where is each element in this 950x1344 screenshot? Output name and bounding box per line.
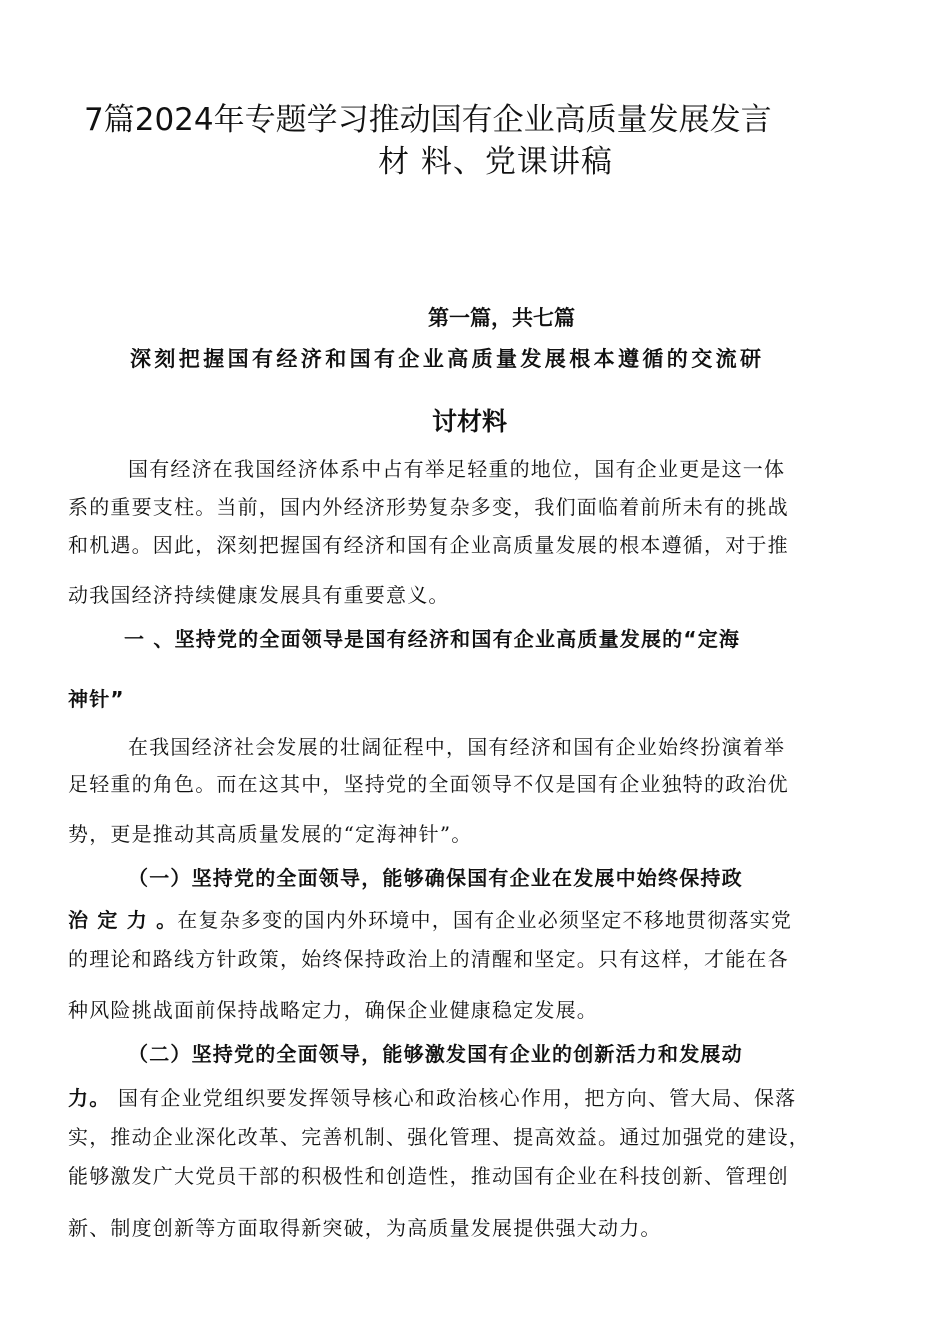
- point-body-line: 新、制度创新等方面取得新突破，为高质量发展提供强大动力。: [68, 1216, 662, 1240]
- point-heading-line: （一）坚持党的全面领导，能够确保国有企业在发展中始终保持政: [128, 866, 743, 890]
- section-body-line: 势，更是推动其高质量发展的“定海神针”。: [68, 822, 473, 846]
- section-body-line: 在我国经济社会发展的壮阔征程中，国有经济和国有企业始终扮演着举: [128, 735, 786, 759]
- intro-line: 系的重要支柱。当前，国内外经济形势复杂多变，我们面临着前所未有的挑战: [68, 495, 789, 519]
- point-heading-lead: 治 定 力 。: [68, 908, 178, 932]
- intro-line: 动我国经济持续健康发展具有重要意义。: [68, 583, 450, 607]
- point-body-line: 种风险挑战面前保持战略定力，确保企业健康稳定发展。: [68, 998, 598, 1022]
- article-heading-line-1: 深刻把握国有经济和国有企业高质量发展根本遵循的交流研: [130, 347, 765, 371]
- point-line-mixed: [68, 906, 883, 934]
- article-heading-line-2: 讨材料: [432, 407, 508, 436]
- part-label: 第一篇，共七篇: [428, 306, 575, 330]
- document-title-line-1: 7篇2024年专题学习推动国有企业高质量发展发言: [84, 102, 772, 138]
- intro-line: 和机遇。因此，深刻把握国有经济和国有企业高质量发展的根本遵循，对于推: [68, 533, 789, 557]
- section-body-line: 足轻重的角色。而在这其中，坚持党的全面领导不仅是国有企业独特的政治优: [68, 772, 789, 796]
- point-body-line: 的理论和路线方针政策，始终保持政治上的清醒和坚定。只有这样，才能在各: [68, 947, 789, 971]
- point-line-mixed: [68, 1084, 883, 1112]
- document-title-line-2: 材 料、党课讲稿: [378, 144, 613, 180]
- point-body-line: 能够激发广大党员干部的积极性和创造性，推动国有企业在科技创新、管理创: [68, 1164, 789, 1188]
- point-body-line: 实，推动企业深化改革、完善机制、强化管理、提高效益。通过加强党的建设，: [68, 1125, 810, 1149]
- section-heading-line-1: 一 、坚持党的全面领导是国有经济和国有企业高质量发展的“定海: [124, 627, 741, 651]
- point-heading-line: （二）坚持党的全面领导，能够激发国有企业的创新活力和发展动: [128, 1042, 743, 1066]
- section-heading-line-2: 神针”: [68, 687, 125, 711]
- point-body-text: 国有企业党组织要发挥领导核心和政治核心作用，把方向、管大局、保落: [110, 1086, 797, 1110]
- intro-line: 国有经济在我国经济体系中占有举足轻重的地位，国有企业更是这一体: [128, 457, 786, 481]
- point-body-text: 在复杂多变的国内外环境中，国有企业必须坚定不移地贯彻落实党: [177, 908, 793, 932]
- point-heading-lead: 力。: [68, 1086, 111, 1110]
